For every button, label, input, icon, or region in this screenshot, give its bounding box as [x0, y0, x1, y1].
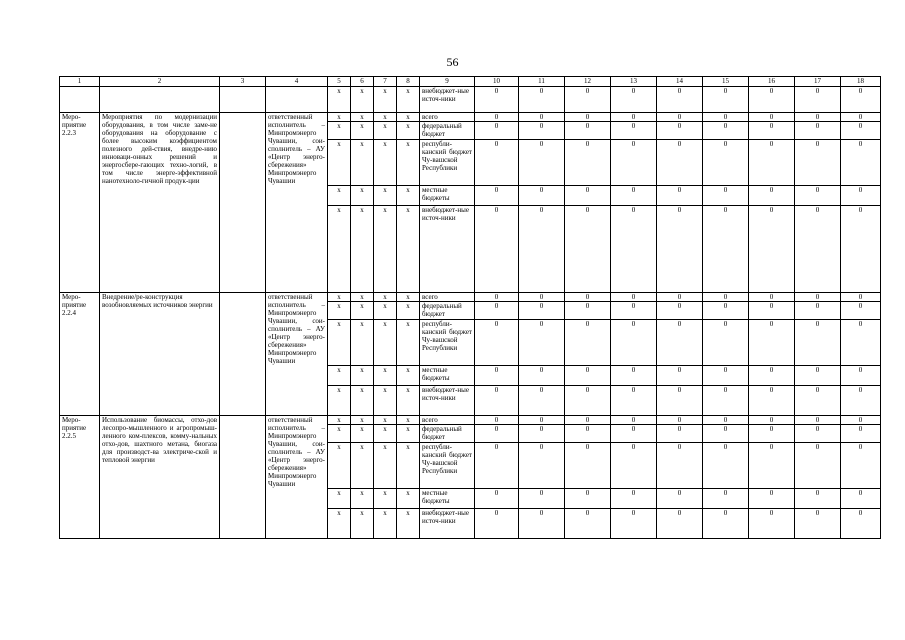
value-cell: 0 [519, 416, 565, 425]
responsible-cell: ответственный исполнитель – Минпромэнерго Чувашии, сои-сполнитель – АУ «Центр энерго-сбережения» Минпромэнерго Чувашии [266, 416, 328, 539]
value-cell: 0 [611, 140, 657, 186]
measure-name-cell: Внедрение/ре-конструкция возобновляемых источников энергии [100, 293, 220, 416]
column-header: 7 [374, 77, 397, 87]
column-header: 3 [220, 77, 266, 87]
mark-cell: x [351, 206, 374, 293]
value-cell: 0 [703, 443, 749, 489]
value-cell: 0 [657, 87, 703, 113]
value-cell: 0 [565, 320, 611, 366]
value-cell: 0 [841, 320, 881, 366]
column-header: 9 [420, 77, 475, 87]
source-cell: местные бюджеты [420, 489, 475, 509]
value-cell: 0 [703, 140, 749, 186]
mark-cell: x [328, 122, 351, 140]
value-cell: 0 [611, 366, 657, 386]
value-cell: 0 [749, 293, 795, 302]
value-cell: 0 [657, 293, 703, 302]
mark-cell: x [351, 509, 374, 539]
value-cell: 0 [749, 320, 795, 366]
value-cell: 0 [475, 293, 519, 302]
value-cell: 0 [475, 416, 519, 425]
value-cell: 0 [565, 386, 611, 416]
value-cell: 0 [611, 293, 657, 302]
column-header: 18 [841, 77, 881, 87]
value-cell: 0 [749, 140, 795, 186]
value-cell: 0 [657, 186, 703, 206]
value-cell: 0 [795, 320, 841, 366]
mark-cell: x [351, 293, 374, 302]
value-cell: 0 [519, 206, 565, 293]
value-cell: 0 [841, 302, 881, 320]
value-cell: 0 [475, 122, 519, 140]
value-cell: 0 [703, 302, 749, 320]
source-cell: республи-канский бюджет Чу-вашской Республики [420, 140, 475, 186]
value-cell: 0 [611, 320, 657, 366]
value-cell: 0 [657, 206, 703, 293]
value-cell: 0 [841, 293, 881, 302]
value-cell: 0 [657, 416, 703, 425]
value-cell: 0 [749, 416, 795, 425]
value-cell: 0 [657, 366, 703, 386]
value-cell: 0 [565, 509, 611, 539]
column-header: 17 [795, 77, 841, 87]
source-cell: внебюджет-ные источ-ники [420, 386, 475, 416]
value-cell: 0 [657, 386, 703, 416]
value-cell: 0 [565, 443, 611, 489]
value-cell: 0 [519, 320, 565, 366]
mark-cell: x [328, 186, 351, 206]
source-cell: всего [420, 113, 475, 122]
responsible-cell: ответственный исполнитель – Минпромэнерго Чувашии, сои-сполнитель – АУ «Центр энерго-сбережения» Минпромэнерго Чувашии [266, 293, 328, 416]
value-cell: 0 [519, 302, 565, 320]
value-cell: 0 [565, 87, 611, 113]
responsible-cell: ответственный исполнитель – Минпромэнерго Чувашии, сои-сполнитель – АУ «Центр энерго-сбережения» Минпромэнерго Чувашии [266, 113, 328, 293]
mark-cell: x [397, 366, 420, 386]
value-cell: 0 [703, 425, 749, 443]
value-cell: 0 [657, 489, 703, 509]
column-header: 4 [266, 77, 328, 87]
value-cell: 0 [657, 443, 703, 489]
table-row [60, 113, 881, 122]
mark-cell: x [397, 509, 420, 539]
mark-cell: x [374, 386, 397, 416]
value-cell: 0 [749, 509, 795, 539]
value-cell: 0 [841, 416, 881, 425]
mark-cell: x [328, 293, 351, 302]
value-cell: 0 [565, 425, 611, 443]
value-cell: 0 [519, 366, 565, 386]
value-cell: 0 [565, 206, 611, 293]
value-cell: 0 [795, 443, 841, 489]
value-cell: 0 [611, 87, 657, 113]
mark-cell: x [328, 416, 351, 425]
source-cell: федеральный бюджет [420, 302, 475, 320]
value-cell: 0 [475, 386, 519, 416]
column-header: 13 [611, 77, 657, 87]
value-cell: 0 [519, 509, 565, 539]
mark-cell: x [351, 113, 374, 122]
value-cell: 0 [841, 443, 881, 489]
value-cell: 0 [703, 206, 749, 293]
value-cell: 0 [611, 425, 657, 443]
value-cell: 0 [795, 206, 841, 293]
source-cell: всего [420, 416, 475, 425]
mark-cell: x [351, 122, 374, 140]
mark-cell: x [328, 489, 351, 509]
value-cell: 0 [657, 509, 703, 539]
value-cell: 0 [795, 425, 841, 443]
value-cell: 0 [519, 443, 565, 489]
value-cell: 0 [565, 416, 611, 425]
value-cell: 0 [611, 509, 657, 539]
mark-cell: x [374, 509, 397, 539]
mark-cell: x [397, 386, 420, 416]
measure-name-cell: Мероприятия по модернизации оборудования, в том числе заме-не оборудования на оборудование с более высоким коэффициентом полезного дей-ствия, внедре-нию инноваци-онных решений и энергосбере-гающих техно-логий, в том числе энерге-эффективной нанотехноло-гичной продук-ции [100, 113, 220, 293]
source-cell: внебюджет-ные источ-ники [420, 509, 475, 539]
mark-cell: x [351, 186, 374, 206]
table-row [60, 87, 881, 113]
column-header: 11 [519, 77, 565, 87]
mark-cell: x [328, 366, 351, 386]
value-cell: 0 [841, 186, 881, 206]
column-header: 6 [351, 77, 374, 87]
value-cell: 0 [795, 386, 841, 416]
value-cell: 0 [475, 509, 519, 539]
mark-cell: x [351, 489, 374, 509]
value-cell: 0 [841, 425, 881, 443]
value-cell: 0 [841, 366, 881, 386]
mark-cell: x [397, 416, 420, 425]
value-cell: 0 [795, 366, 841, 386]
mark-cell: x [374, 87, 397, 113]
value-cell: 0 [841, 386, 881, 416]
value-cell: 0 [611, 386, 657, 416]
value-cell: 0 [841, 489, 881, 509]
value-cell: 0 [611, 206, 657, 293]
value-cell: 0 [841, 206, 881, 293]
value-cell: 0 [611, 416, 657, 425]
value-cell: 0 [841, 140, 881, 186]
table-row [60, 416, 881, 425]
mark-cell: x [374, 122, 397, 140]
value-cell: 0 [475, 443, 519, 489]
value-cell: 0 [795, 416, 841, 425]
value-cell: 0 [749, 366, 795, 386]
value-cell: 0 [841, 122, 881, 140]
value-cell: 0 [611, 122, 657, 140]
value-cell: 0 [657, 320, 703, 366]
mark-cell: x [397, 425, 420, 443]
mark-cell: x [374, 140, 397, 186]
value-cell: 0 [795, 489, 841, 509]
mark-cell: x [397, 206, 420, 293]
value-cell: 0 [795, 186, 841, 206]
column-header: 1 [60, 77, 100, 87]
value-cell: 0 [795, 509, 841, 539]
measure-name-cell: Использование биомассы, отхо-дов лесопро-мышленного и агропромыш-ленного ком-плексов, комму-нальных отхо-дов, шахтного метана, биогаза для производст-ва электриче-ской и тепловой энергии [100, 416, 220, 539]
value-cell: 0 [703, 509, 749, 539]
value-cell: 0 [519, 293, 565, 302]
value-cell: 0 [611, 113, 657, 122]
mark-cell: x [351, 416, 374, 425]
source-cell: внебюджет-ные источ-ники [420, 87, 475, 113]
value-cell: 0 [475, 302, 519, 320]
value-cell: 0 [565, 302, 611, 320]
value-cell: 0 [519, 87, 565, 113]
mark-cell: x [328, 302, 351, 320]
value-cell: 0 [795, 87, 841, 113]
value-cell: 0 [565, 489, 611, 509]
mark-cell: x [328, 140, 351, 186]
table-row [60, 293, 881, 302]
mark-cell: x [328, 113, 351, 122]
value-cell: 0 [519, 186, 565, 206]
mark-cell: x [328, 206, 351, 293]
mark-cell: x [351, 443, 374, 489]
source-cell: республи-канский бюджет Чу-вашской Республики [420, 320, 475, 366]
mark-cell: x [351, 320, 374, 366]
mark-cell: x [397, 293, 420, 302]
mark-cell: x [374, 113, 397, 122]
value-cell: 0 [749, 302, 795, 320]
value-cell: 0 [703, 489, 749, 509]
column-header: 8 [397, 77, 420, 87]
mark-cell: x [397, 140, 420, 186]
value-cell: 0 [519, 386, 565, 416]
value-cell: 0 [749, 122, 795, 140]
budget-table [59, 76, 881, 539]
mark-cell: x [374, 416, 397, 425]
value-cell: 0 [703, 366, 749, 386]
source-cell: федеральный бюджет [420, 122, 475, 140]
value-cell: 0 [519, 122, 565, 140]
value-cell: 0 [703, 416, 749, 425]
mark-cell: x [397, 443, 420, 489]
value-cell: 0 [657, 140, 703, 186]
source-cell: всего [420, 293, 475, 302]
value-cell: 0 [703, 122, 749, 140]
value-cell: 0 [565, 140, 611, 186]
mark-cell: x [374, 425, 397, 443]
mark-cell: x [397, 122, 420, 140]
value-cell: 0 [841, 113, 881, 122]
value-cell: 0 [565, 366, 611, 386]
value-cell: 0 [475, 87, 519, 113]
value-cell: 0 [749, 443, 795, 489]
mark-cell: x [351, 425, 374, 443]
value-cell: 0 [795, 302, 841, 320]
value-cell: 0 [475, 425, 519, 443]
source-cell: местные бюджеты [420, 366, 475, 386]
column-header: 16 [749, 77, 795, 87]
responsible-cell [266, 87, 328, 113]
value-cell: 0 [749, 186, 795, 206]
mark-cell: x [397, 186, 420, 206]
mark-cell: x [328, 386, 351, 416]
mark-cell: x [328, 425, 351, 443]
measure-code-cell [60, 87, 100, 113]
value-cell: 0 [475, 113, 519, 122]
column-header: 10 [475, 77, 519, 87]
value-cell: 0 [795, 122, 841, 140]
value-cell: 0 [749, 206, 795, 293]
mark-cell: x [328, 87, 351, 113]
value-cell: 0 [565, 122, 611, 140]
value-cell: 0 [519, 113, 565, 122]
mark-cell: x [351, 302, 374, 320]
mark-cell: x [351, 140, 374, 186]
value-cell: 0 [795, 293, 841, 302]
source-cell: внебюджет-ные источ-ники [420, 206, 475, 293]
value-cell: 0 [519, 489, 565, 509]
value-cell: 0 [475, 206, 519, 293]
value-cell: 0 [611, 489, 657, 509]
mark-cell: x [397, 302, 420, 320]
mark-cell: x [351, 386, 374, 416]
mark-cell: x [374, 366, 397, 386]
value-cell: 0 [749, 425, 795, 443]
measure-name-cell [100, 87, 220, 113]
mark-cell: x [374, 302, 397, 320]
value-cell: 0 [475, 366, 519, 386]
value-cell: 0 [703, 113, 749, 122]
value-cell: 0 [749, 489, 795, 509]
mark-cell: x [328, 443, 351, 489]
mark-cell: x [374, 489, 397, 509]
value-cell: 0 [475, 489, 519, 509]
mark-cell: x [374, 293, 397, 302]
mark-cell: x [374, 206, 397, 293]
value-cell: 0 [611, 443, 657, 489]
value-cell: 0 [749, 87, 795, 113]
mark-cell: x [374, 186, 397, 206]
cell [220, 87, 266, 113]
value-cell: 0 [565, 293, 611, 302]
mark-cell: x [328, 509, 351, 539]
value-cell: 0 [749, 113, 795, 122]
value-cell: 0 [703, 87, 749, 113]
column-header: 15 [703, 77, 749, 87]
value-cell: 0 [657, 113, 703, 122]
mark-cell: x [397, 489, 420, 509]
column-number-row [60, 77, 881, 87]
cell [220, 293, 266, 416]
value-cell: 0 [475, 186, 519, 206]
mark-cell: x [351, 366, 374, 386]
mark-cell: x [328, 320, 351, 366]
value-cell: 0 [565, 113, 611, 122]
value-cell: 0 [519, 140, 565, 186]
value-cell: 0 [657, 425, 703, 443]
measure-code-cell: Меро-приятие 2.2.3 [60, 113, 100, 293]
mark-cell: x [397, 113, 420, 122]
value-cell: 0 [611, 186, 657, 206]
mark-cell: x [351, 87, 374, 113]
column-header: 5 [328, 77, 351, 87]
page-number: 56 [446, 55, 459, 69]
mark-cell: x [397, 320, 420, 366]
value-cell: 0 [703, 293, 749, 302]
value-cell: 0 [565, 186, 611, 206]
mark-cell: x [397, 87, 420, 113]
value-cell: 0 [703, 186, 749, 206]
column-header: 14 [657, 77, 703, 87]
value-cell: 0 [703, 386, 749, 416]
column-header: 2 [100, 77, 220, 87]
value-cell: 0 [657, 122, 703, 140]
source-cell: республи-канский бюджет Чу-вашской Республики [420, 443, 475, 489]
mark-cell: x [374, 320, 397, 366]
source-cell: федеральный бюджет [420, 425, 475, 443]
value-cell: 0 [795, 140, 841, 186]
value-cell: 0 [703, 320, 749, 366]
mark-cell: x [374, 443, 397, 489]
value-cell: 0 [475, 320, 519, 366]
value-cell: 0 [611, 302, 657, 320]
value-cell: 0 [657, 302, 703, 320]
value-cell: 0 [841, 509, 881, 539]
measure-code-cell: Меро-приятие 2.2.4 [60, 293, 100, 416]
value-cell: 0 [749, 386, 795, 416]
cell [220, 416, 266, 539]
value-cell: 0 [795, 113, 841, 122]
cell [220, 113, 266, 293]
value-cell: 0 [841, 87, 881, 113]
column-header: 12 [565, 77, 611, 87]
value-cell: 0 [519, 425, 565, 443]
source-cell: местные бюджеты [420, 186, 475, 206]
measure-code-cell: Меро-приятие 2.2.5 [60, 416, 100, 539]
value-cell: 0 [475, 140, 519, 186]
